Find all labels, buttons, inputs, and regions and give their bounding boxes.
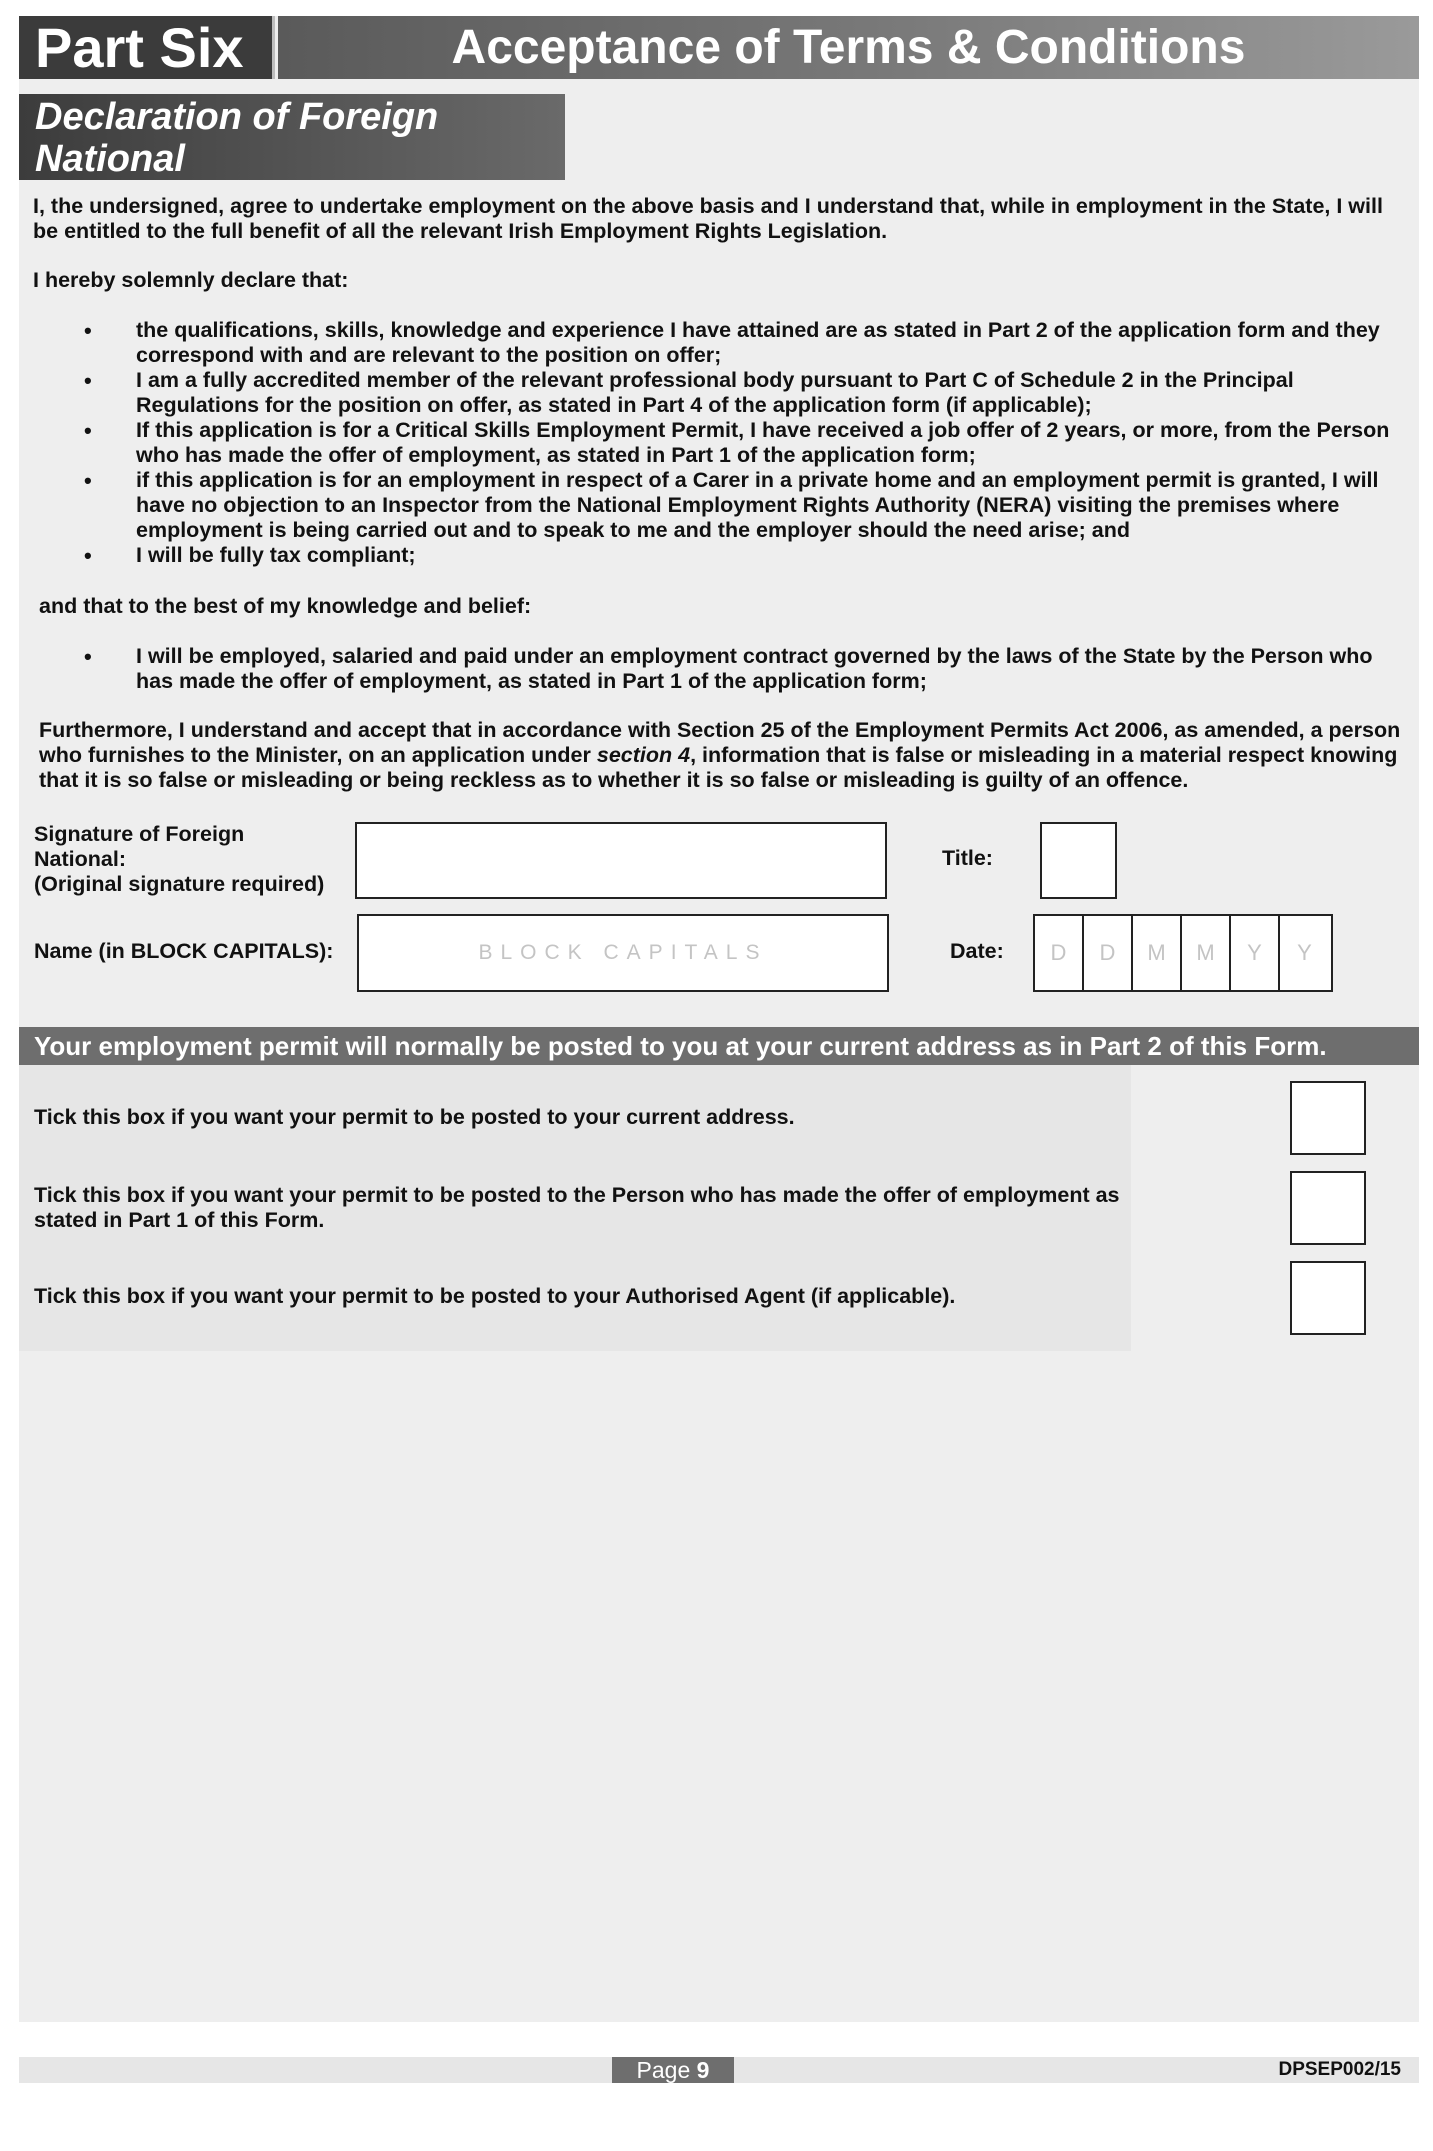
offence-text-1: Furthermore, I understand and accept that in accordance with Section 25 of the Employment Permits Act 2006, as amended, a person who furnishes to the Minister, on an application under <box>39 718 1401 767</box>
date-cell-year[interactable]: Y <box>1231 916 1280 990</box>
date-cell-year[interactable]: Y <box>1297 940 1312 965</box>
intro-paragraph: I, the undersigned, agree to undertake employment on the above basis and I understand that, while in employment in the State, I will be entitled to the full benefit of all the relevant Irish Employment Rights Legislation. <box>33 194 1383 243</box>
post-agent-checkbox[interactable] <box>1290 1261 1366 1335</box>
date-label: Date: <box>950 939 1004 963</box>
belief-list <box>84 644 1404 694</box>
date-cell-month[interactable]: M <box>1133 916 1182 990</box>
belief-lead: and that to the best of my knowledge and belief: <box>39 594 532 618</box>
page-title: Acceptance of Terms & Conditions <box>278 16 1419 79</box>
declaration-item: • I am a fully accredited member of the relevant professional body pursuant to Part C of Schedule 2 in the Principal Regulations for the position on offer, as stated in Part 4 of the application form (if applicable); <box>84 368 1404 418</box>
title-field[interactable] <box>1040 822 1117 899</box>
declaration-list <box>84 318 1404 568</box>
belief-item: • I will be employed, salaried and paid under an employment contract governed by the laws of the State by the Person who has made the offer of employment, as stated in Part 1 of the application form; <box>84 644 1404 694</box>
date-cell-day[interactable]: D <box>1084 916 1133 990</box>
post-option-current-address: Tick this box if you want your permit to be posted to your current address. <box>34 1105 795 1129</box>
post-current-address-checkbox[interactable] <box>1290 1081 1366 1155</box>
page-number: Page 9 <box>612 2057 734 2083</box>
title-label: Title: <box>942 846 993 870</box>
declaration-item: • If this application is for a Critical Skills Employment Permit, I have received a job offer of 2 years, or more, from the Person who has made the offer of employment, as stated in Part 1 of the application form; <box>84 418 1404 468</box>
offence-paragraph <box>39 718 1409 793</box>
declaration-item: • if this application is for an employment in respect of a Carer in a private home and an employment permit is granted, I will have no objection to an Inspector from the National Employment Rights Authority (NERA) visiting the premises where employment is being carried out and to speak to me and the employer should the need arise; and <box>84 468 1404 543</box>
date-cell-day[interactable]: D <box>1035 916 1084 990</box>
posting-banner: Your employment permit will normally be posted to you at your current address as in Part 2 of this Form. <box>19 1027 1419 1065</box>
post-option-employer: Tick this box if you want your permit to be posted to the Person who has made the offer of employment as stated in Part 1 of this Form. <box>34 1183 1120 1232</box>
signature-field[interactable] <box>355 822 887 899</box>
form-code: DPSEP002/15 <box>1278 2059 1401 2080</box>
date-field[interactable] <box>1033 914 1333 992</box>
date-cell-month[interactable]: M <box>1182 916 1231 990</box>
page-header <box>19 16 1419 79</box>
post-employer-checkbox[interactable] <box>1290 1171 1366 1245</box>
declaration-item: • I will be fully tax compliant; <box>84 543 1404 568</box>
post-option-agent: Tick this box if you want your permit to be posted to your Authorised Agent (if applicable). <box>34 1284 956 1308</box>
offence-text-2: , information that is false or misleading in a material respect knowing that it is so false or misleading or being reckless as to whether it is so false or misleading is guilty of an offence. <box>39 743 1398 792</box>
section-title: Declaration of Foreign National <box>19 94 565 180</box>
declaration-item: • the qualifications, skills, knowledge and experience I have attained are as stated in Part 2 of the application form and they correspond with and are relevant to the position on offer; <box>84 318 1404 368</box>
page-background <box>19 16 1419 2022</box>
signature-label: Signature of Foreign National: (Original signature required) <box>34 822 325 896</box>
name-field[interactable]: BLOCK CAPITALS <box>357 914 889 992</box>
offence-italic: section 4 <box>596 743 691 767</box>
part-label: Part Six <box>19 16 275 79</box>
declare-lead: I hereby solemnly declare that: <box>33 268 349 292</box>
name-label: Name (in BLOCK CAPITALS): <box>34 939 334 963</box>
